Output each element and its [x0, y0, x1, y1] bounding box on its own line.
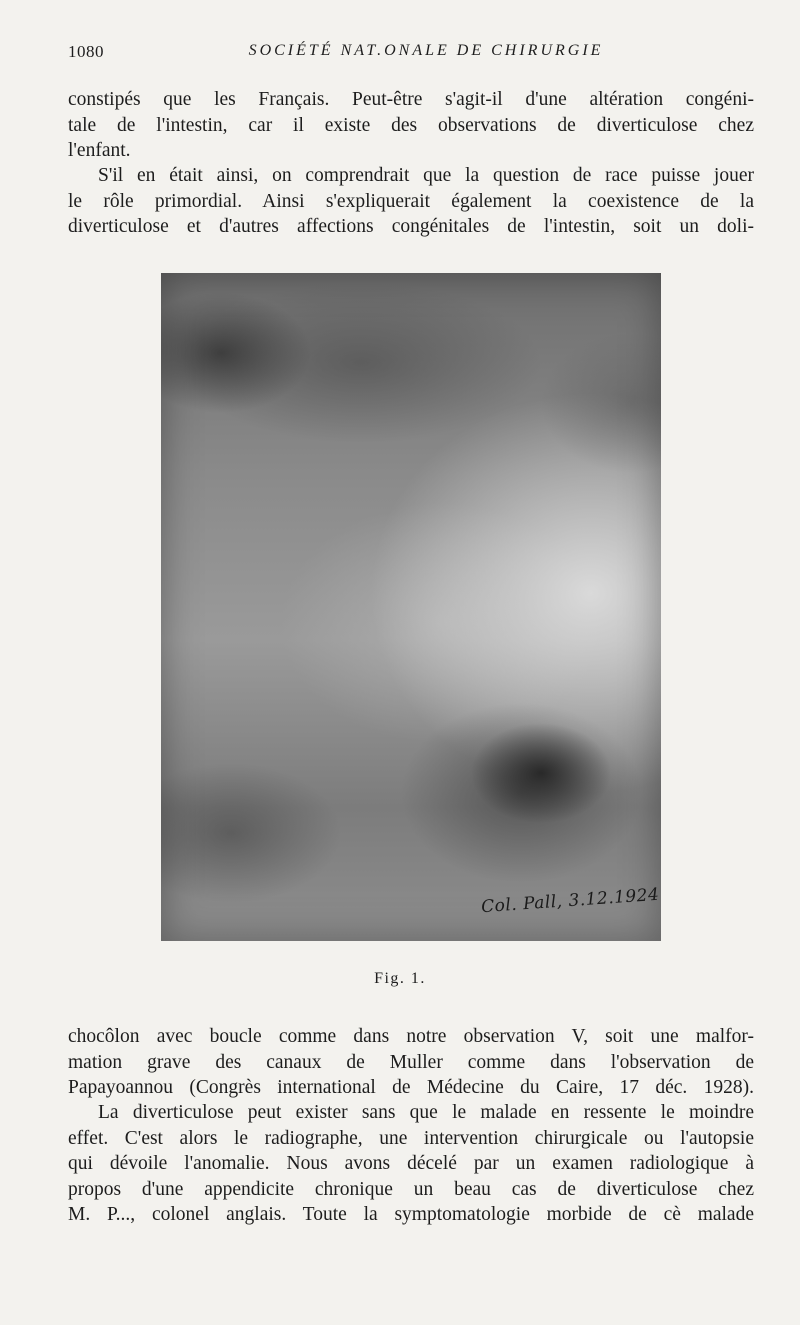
figure-caption: Fig. 1. [374, 970, 426, 987]
running-title: SOCIÉTÉ NAT.ONALE DE CHIRURGIE [248, 42, 604, 59]
text-line: chocôlon avec boucle comme dans notre observation V, soit une malfor- [68, 1026, 754, 1047]
page-header [68, 42, 754, 66]
paragraph-4 [68, 1100, 754, 1228]
text-line: Papayoannou (Congrès international de Médecine du Caire, 17 déc. 1928). [68, 1077, 754, 1098]
page-number: 1080 [68, 42, 104, 61]
radiograph-figure [161, 273, 661, 941]
figure-inscription: Col. Pall, 3.12.1924 [480, 884, 660, 918]
text-line: le rôle primordial. Ainsi s'expliquerait également la coexistence de la [68, 190, 754, 212]
text-line: propos d'une appendicite chronique un beau cas de diverticulose chez [68, 1178, 754, 1200]
text-line: S'il en était ainsi, on comprendrait que la question de race puisse jouer [98, 165, 754, 186]
text-line: tale de l'intestin, car il existe des observations de diverticulose chez [68, 114, 754, 136]
text-line: qui dévoile l'anomalie. Nous avons décelé par un examen radiologique à [68, 1153, 754, 1174]
text-line: mation grave des canaux de Muller comme dans l'observation de [68, 1051, 754, 1073]
text-line: effet. C'est alors le radiographe, une intervention chirurgicale ou l'autopsie [68, 1127, 754, 1149]
paragraph-1 [68, 87, 754, 164]
text-line: La diverticulose peut exister sans que le malade en ressente le moindre [98, 1102, 754, 1123]
text-line: constipés que les Français. Peut-être s'agit-il d'une altération congéni- [68, 89, 754, 110]
paragraph-2 [68, 163, 754, 240]
text-line: M. P..., colonel anglais. Toute la symptomatologie morbide de cè malade [68, 1204, 754, 1225]
paragraph-3 [68, 1024, 754, 1101]
text-line: diverticulose et d'autres affections congénitales de l'intestin, soit un doli- [68, 216, 754, 237]
text-line: l'enfant. [68, 140, 131, 161]
